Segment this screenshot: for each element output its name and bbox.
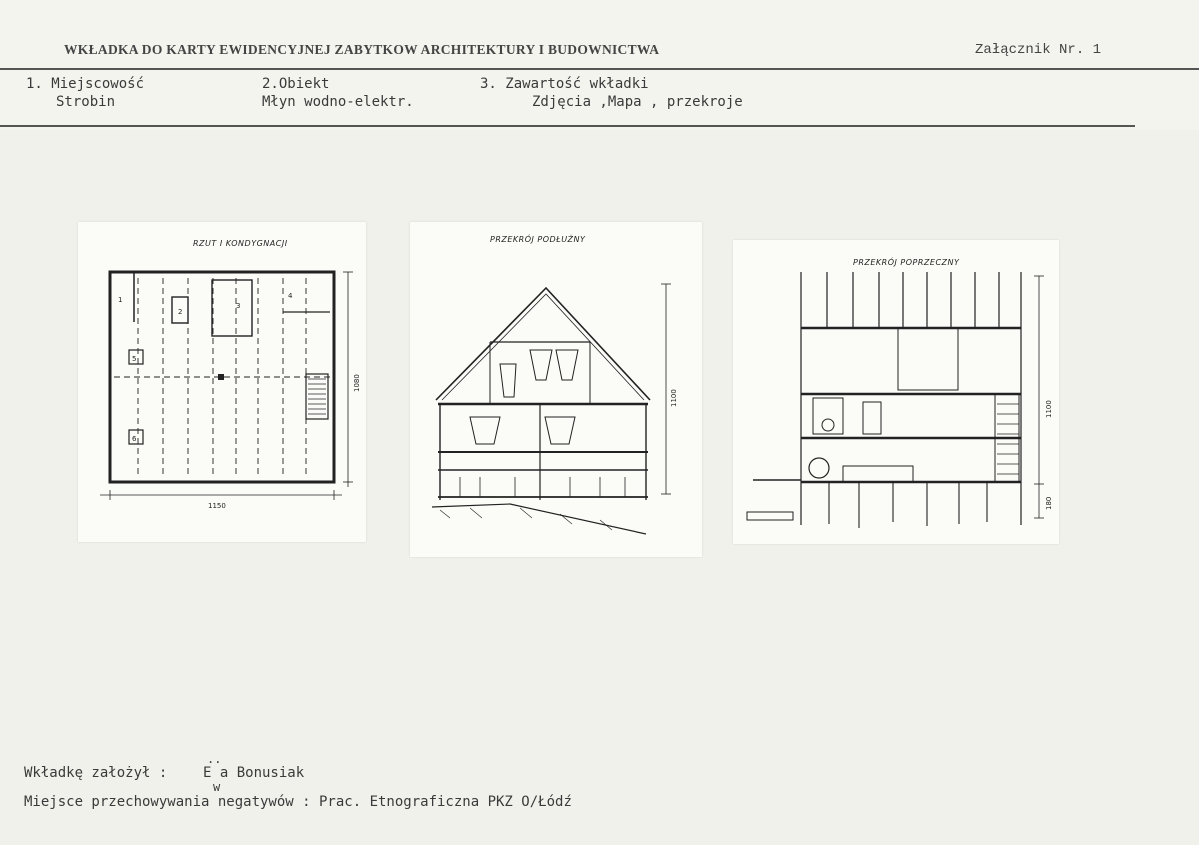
locality-value: Strobin bbox=[56, 94, 116, 110]
cross-height-dimension: 1100 bbox=[1045, 400, 1053, 418]
cross-section-drawing bbox=[733, 240, 1059, 544]
contents-label: 3. Zawartość wkładki bbox=[480, 76, 649, 92]
longitudinal-section-drawing bbox=[410, 222, 702, 557]
header-rule-top bbox=[0, 68, 1199, 70]
founder-value: E a Bonusiak bbox=[203, 765, 305, 781]
room-label-5: 5 bbox=[132, 355, 137, 363]
room-label-4: 4 bbox=[288, 292, 293, 300]
founder-mark-above: .. bbox=[207, 752, 222, 766]
object-value: Młyn wodno-elektr. bbox=[262, 94, 414, 110]
founder-mark-below: w bbox=[213, 780, 221, 794]
locality-label: 1. Miejscowość bbox=[26, 76, 145, 92]
longitudinal-height-dimension: 1100 bbox=[670, 389, 678, 407]
room-label-1: 1 bbox=[118, 296, 123, 304]
plan-width-dimension: 1150 bbox=[208, 502, 226, 510]
longitudinal-title: PRZEKRÓJ PODŁUŻNY bbox=[490, 235, 586, 244]
negatives-storage-line: Miejsce przechowywania negatywów : Prac. Etnograficzna PKZ O/Łódź bbox=[24, 794, 572, 810]
plan-height-dimension: 1080 bbox=[353, 374, 361, 392]
room-label-3: 3 bbox=[236, 302, 241, 310]
cross-title: PRZEKRÓJ POPRZECZNY bbox=[853, 258, 960, 267]
founder-label: Wkładkę założył : bbox=[24, 765, 168, 781]
floor-plan-drawing bbox=[78, 222, 366, 542]
contents-value: Zdjęcia ,Mapa , przekroje bbox=[532, 94, 743, 110]
cross-base-dimension: 180 bbox=[1045, 496, 1053, 510]
document-title: WKŁADKA DO KARTY EWIDENCYJNEJ ZABYTKOW ARCHITEKTURY I BUDOWNICTWA bbox=[64, 42, 660, 57]
room-label-6: 6 bbox=[132, 435, 137, 443]
room-label-2: 2 bbox=[178, 308, 183, 316]
plan-title: RZUT I KONDYGNACJI bbox=[193, 239, 288, 248]
annex-number: Załącznik Nr. 1 bbox=[975, 42, 1102, 58]
object-label: 2.Obiekt bbox=[262, 76, 330, 92]
header-rule-bottom bbox=[0, 125, 1135, 127]
